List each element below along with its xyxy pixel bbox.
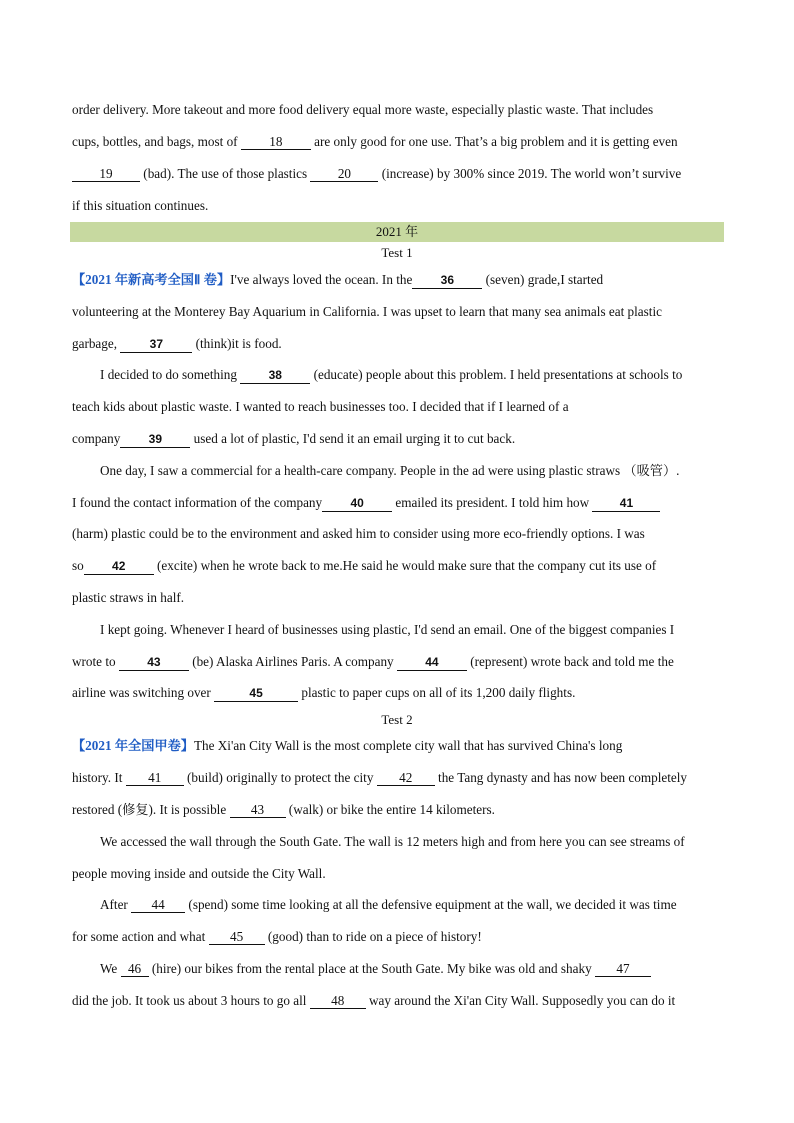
text-line — [72, 865, 326, 883]
text-line — [72, 557, 656, 575]
text: people moving inside and outside the City Wall. — [72, 866, 326, 881]
text: (spend) some time looking at all the defensive equipment at the wall, we decided it was time — [185, 897, 677, 912]
text: teach kids about plastic waste. I wanted to reach businesses too. I decided that if I learned of a — [72, 399, 569, 414]
answer-blank-48[interactable]: 48 — [310, 993, 366, 1009]
answer-blank-19[interactable]: 19 — [72, 166, 140, 182]
text: emailed its president. I told him how — [392, 495, 593, 510]
answer-blank-40[interactable]: 40 — [322, 496, 392, 512]
text: airline was switching over — [72, 685, 215, 700]
answer-blank-42b[interactable]: 42 — [377, 770, 435, 786]
text-line — [72, 430, 515, 448]
answer-blank-44b[interactable]: 44 — [131, 897, 185, 913]
text: if this situation continues. — [72, 198, 209, 213]
answer-blank-42[interactable]: 42 — [84, 559, 154, 575]
text-line — [72, 165, 681, 183]
text-line — [100, 833, 685, 851]
text: restored (修复). It is possible — [72, 802, 230, 817]
text: wrote to — [72, 654, 119, 669]
text: the Tang dynasty and has now been completely — [434, 770, 688, 785]
text-line — [72, 197, 208, 215]
source-tag: 【2021 年新高考全国Ⅱ 卷】 — [72, 272, 231, 287]
text-line — [72, 737, 622, 755]
text-line — [72, 769, 687, 787]
answer-blank-38[interactable]: 38 — [240, 368, 310, 384]
answer-blank-20[interactable]: 20 — [310, 166, 378, 182]
text: (represent) wrote back and told me the — [466, 654, 674, 669]
answer-blank-18[interactable]: 18 — [241, 134, 311, 150]
text-line — [72, 303, 662, 321]
text-line — [72, 589, 184, 607]
text: (build) originally to protect the city — [183, 770, 377, 785]
answer-blank-41b[interactable]: 41 — [126, 770, 184, 786]
text: so — [72, 558, 84, 573]
answer-blank-36[interactable]: 36 — [412, 273, 482, 289]
answer-blank-46[interactable]: 46 — [121, 961, 149, 977]
text: (think)it is food. — [192, 336, 282, 351]
answer-blank-43[interactable]: 43 — [119, 655, 189, 671]
text: garbage, — [72, 336, 121, 351]
text-line — [100, 366, 682, 384]
text: After — [100, 897, 132, 912]
text: I decided to do something — [100, 367, 241, 382]
text: (seven) grade,I started — [482, 272, 604, 287]
text-line — [72, 525, 645, 543]
text: volunteering at the Monterey Bay Aquarium in California. I was upset to learn that many sea animals eat plastic — [72, 304, 662, 319]
text-line — [72, 928, 482, 946]
text: (be) Alaska Airlines Paris. A company — [188, 654, 397, 669]
text: We — [100, 961, 121, 976]
answer-blank-41[interactable]: 41 — [592, 496, 660, 512]
answer-blank-45b[interactable]: 45 — [209, 929, 265, 945]
text-line — [72, 992, 675, 1010]
text: The Xi'an City Wall is the most complete city wall that has survived China's long — [193, 738, 623, 753]
text: history. It — [72, 770, 126, 785]
text: did the job. It took us about 3 hours to go all — [72, 993, 310, 1008]
text: plastic to paper cups on all of its 1,200 daily flights. — [298, 685, 576, 700]
text: I've always loved the ocean. In the — [230, 272, 413, 287]
text-line — [72, 133, 678, 151]
text-line — [72, 494, 660, 512]
text: cups, bottles, and bags, most of — [72, 134, 241, 149]
text-line — [100, 462, 679, 480]
answer-blank-44[interactable]: 44 — [397, 655, 467, 671]
text: One day, I saw a commercial for a health-care company. People in the ad were using plastic straws （吸管）. — [100, 463, 680, 478]
text-line — [72, 653, 674, 671]
text: (hire) our bikes from the rental place at the South Gate. My bike was old and shaky — [148, 961, 595, 976]
text-line — [100, 896, 677, 914]
text-line — [72, 271, 603, 289]
text-line — [72, 398, 569, 416]
answer-blank-43b[interactable]: 43 — [230, 802, 286, 818]
text: (excite) when he wrote back to me.He said he would make sure that the company cut its use of — [153, 558, 657, 573]
answer-blank-47[interactable]: 47 — [595, 961, 651, 977]
text: (walk) or bike the entire 14 kilometers. — [285, 802, 495, 817]
text: company — [72, 431, 121, 446]
text: plastic straws in half. — [72, 590, 185, 605]
text: (increase) by 300% since 2019. The world won’t survive — [378, 166, 682, 181]
test1-title: Test 1 — [381, 245, 413, 260]
text: are only good for one use. That’s a big problem and it is getting even — [310, 134, 678, 149]
text: (good) than to ride on a piece of history! — [264, 929, 482, 944]
source-tag: 【2021 年全国甲卷】 — [72, 738, 194, 753]
test2-title: Test 2 — [381, 712, 413, 727]
text-line — [72, 101, 653, 119]
text: (educate) people about this problem. I held presentations at schools to — [310, 367, 683, 382]
answer-blank-37[interactable]: 37 — [120, 337, 192, 353]
answer-blank-39[interactable]: 39 — [120, 432, 190, 448]
text: for some action and what — [72, 929, 209, 944]
text: used a lot of plastic, I'd send it an email urging it to cut back. — [190, 431, 516, 446]
year-banner: 2021 年 — [70, 222, 724, 242]
text-line — [72, 684, 575, 702]
answer-blank-45[interactable]: 45 — [214, 686, 298, 702]
text: We accessed the wall through the South Gate. The wall is 12 meters high and from here you can see streams of — [100, 834, 685, 849]
text-line — [100, 621, 674, 639]
text: I found the contact information of the company — [72, 495, 323, 510]
text: (bad). The use of those plastics — [140, 166, 311, 181]
text-line — [72, 801, 495, 819]
text: order delivery. More takeout and more food delivery equal more waste, especially plastic waste. That includes — [72, 102, 654, 117]
text: (harm) plastic could be to the environment and asked him to consider using more eco-friendly options. I was — [72, 526, 645, 541]
text-line — [100, 960, 651, 978]
text-line — [72, 335, 282, 353]
text: I kept going. Whenever I heard of businesses using plastic, I'd send an email. One of the biggest companies I — [100, 622, 675, 637]
text: way around the Xi'an City Wall. Supposedly you can do it — [365, 993, 676, 1008]
